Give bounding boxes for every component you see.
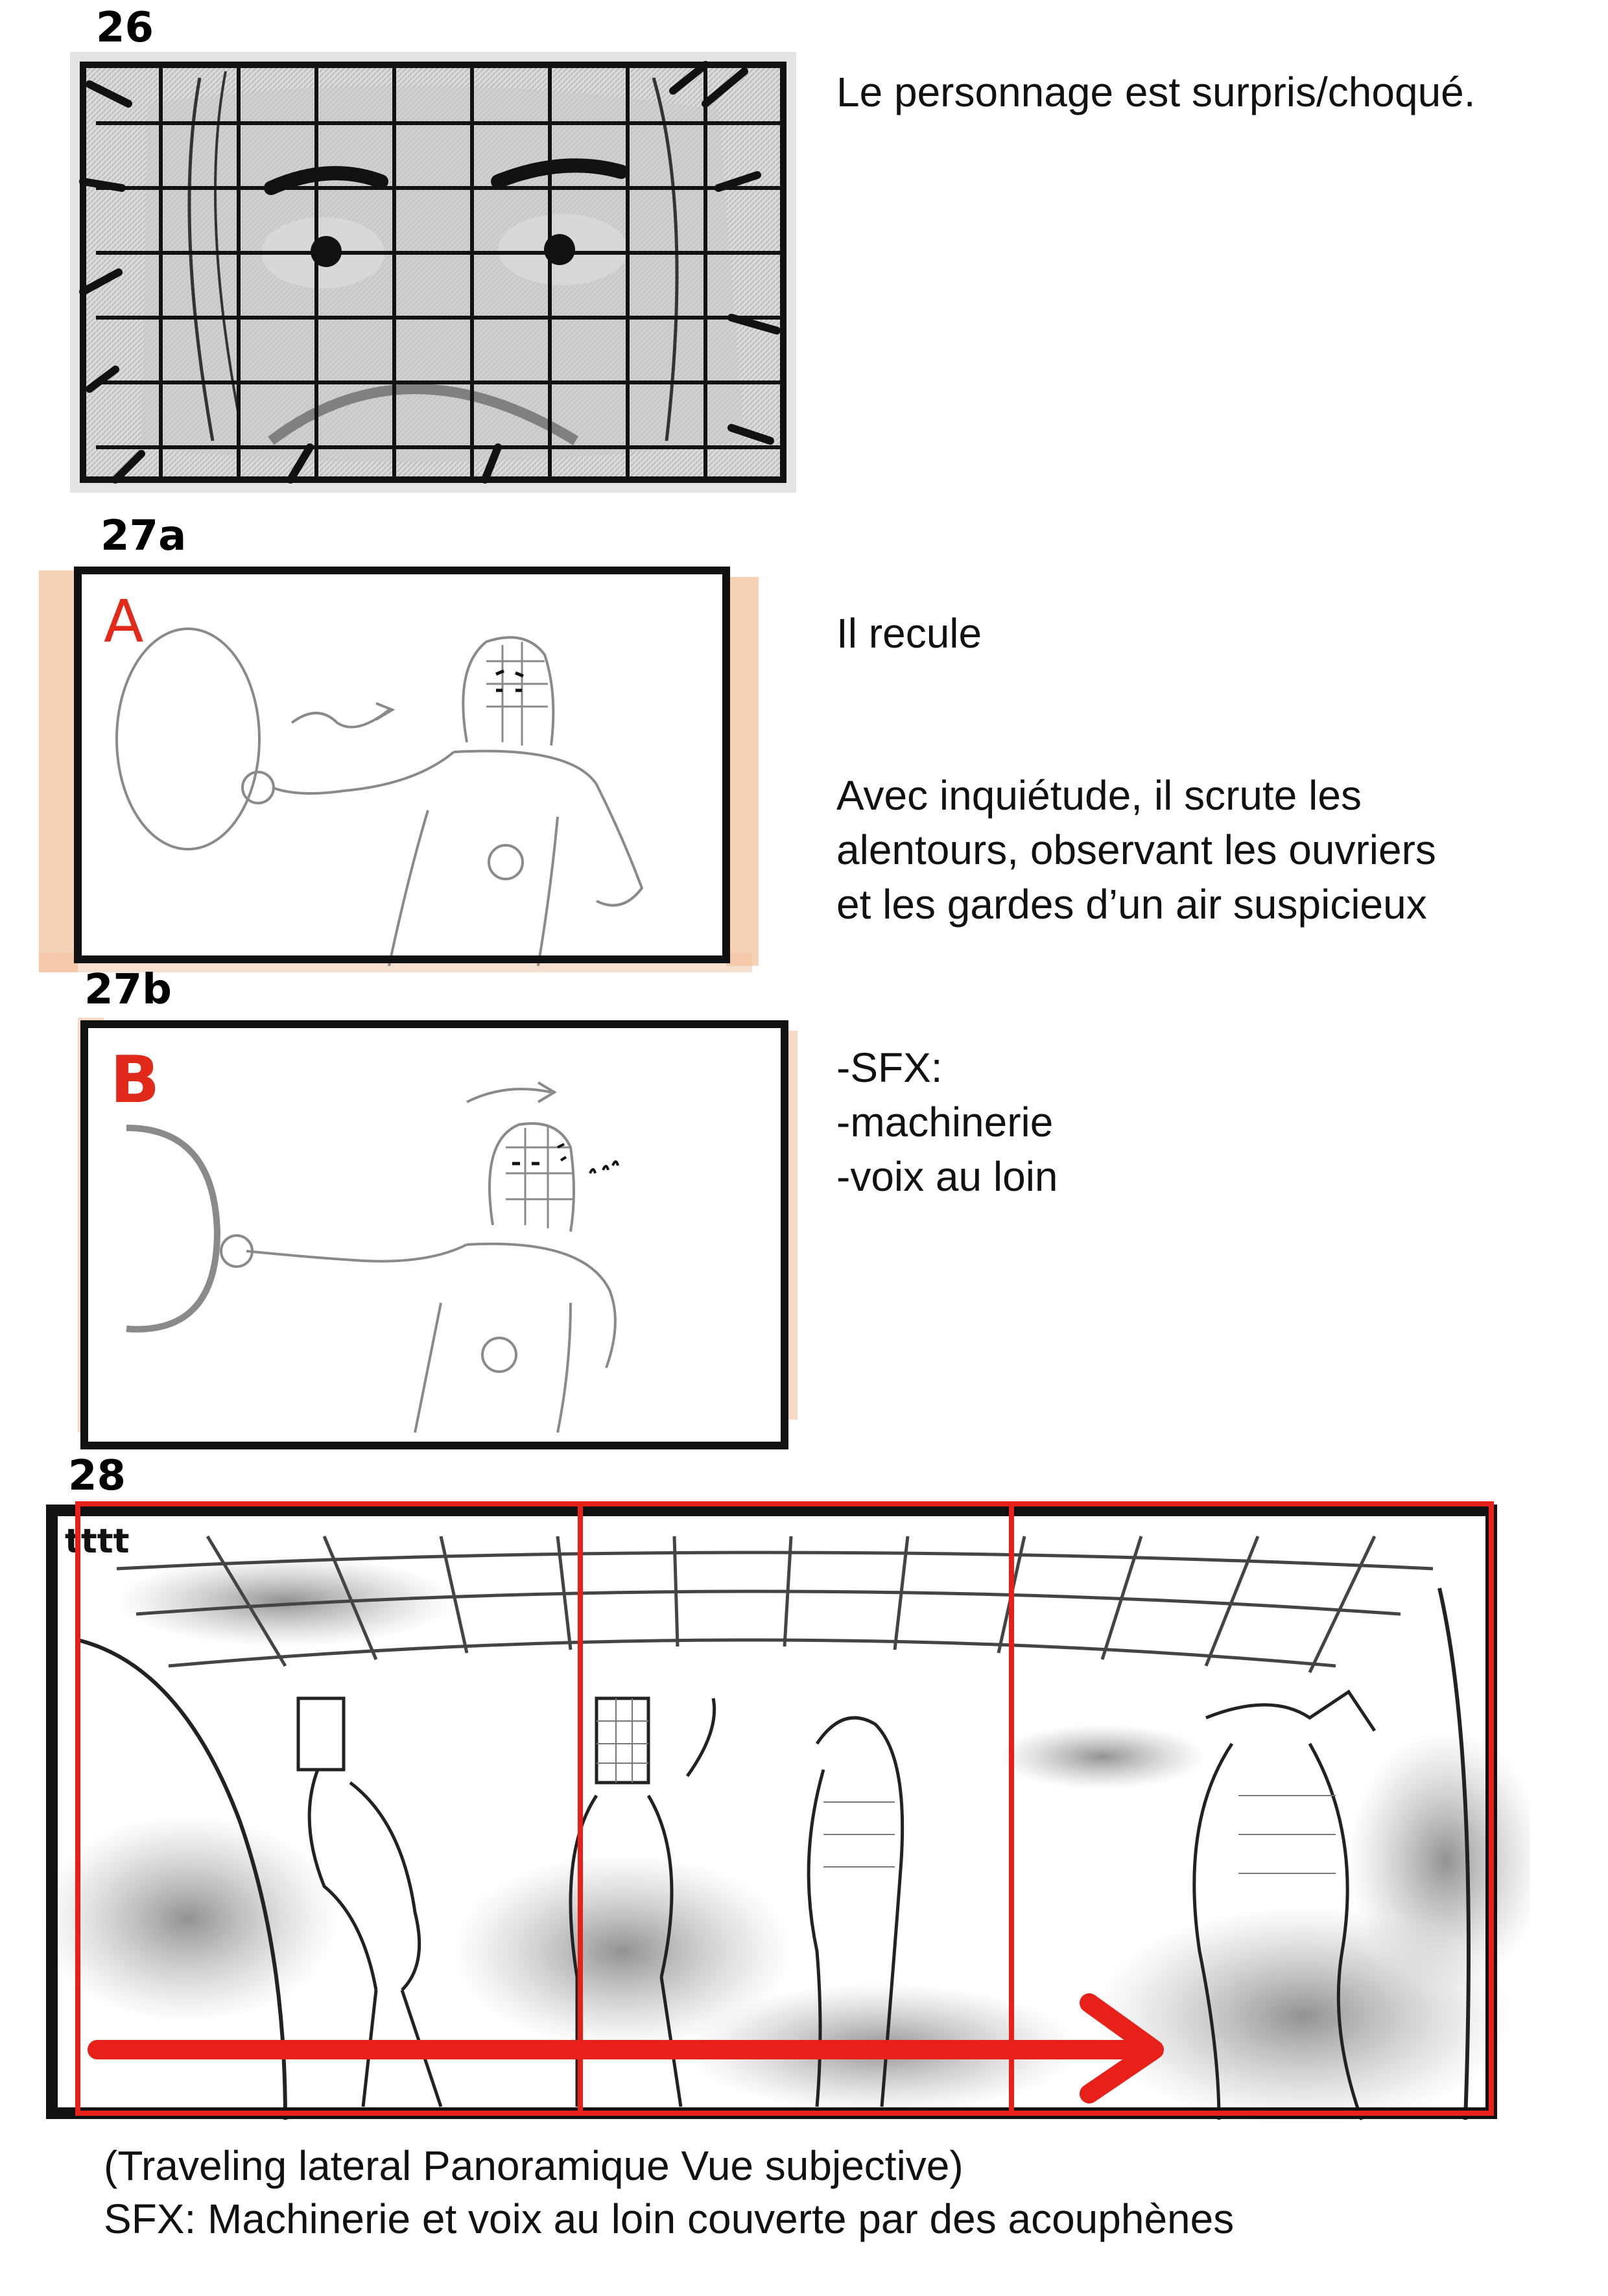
description-line: -SFX: — [836, 1044, 943, 1091]
shot-number-26: 26 — [96, 4, 154, 52]
shot-27b-description — [836, 1040, 1058, 1204]
shot-26-description — [836, 65, 1476, 119]
description-line: -voix au loin — [836, 1153, 1058, 1200]
panel-letter-b: B — [110, 1042, 160, 1118]
panel-28-drawing — [39, 1497, 1530, 2133]
description-line: Il recule — [836, 610, 982, 657]
shot-number-27b: 27b — [84, 966, 172, 1014]
shot-27a-description-continued — [836, 768, 1436, 931]
sketch-text: tttt — [65, 1522, 130, 1561]
caption-line: SFX: Machinerie et voix au loin couverte par des acouphènes — [104, 2196, 1235, 2242]
description-line: Le personnage est surpris/choqué. — [836, 69, 1476, 115]
panel-letter-a: A — [104, 588, 144, 656]
shot-number-28: 28 — [68, 1452, 126, 1500]
description-line: Avec inquiétude, il scrute les — [836, 772, 1362, 819]
panel-27a-drawing — [39, 564, 765, 979]
shot-27a-description — [836, 606, 982, 661]
description-line: alentours, observant les ouvriers — [836, 826, 1436, 873]
panel-27b-drawing — [78, 1018, 804, 1458]
shot-number-27a: 27a — [100, 512, 187, 560]
description-line: et les gardes d’un air suspicieux — [836, 881, 1427, 928]
description-line: -machinerie — [836, 1099, 1054, 1145]
caption-line: (Traveling lateral Panoramique Vue subjective) — [104, 2142, 964, 2189]
shot-28-caption — [104, 2139, 1234, 2245]
panel-26-drawing — [70, 52, 796, 493]
